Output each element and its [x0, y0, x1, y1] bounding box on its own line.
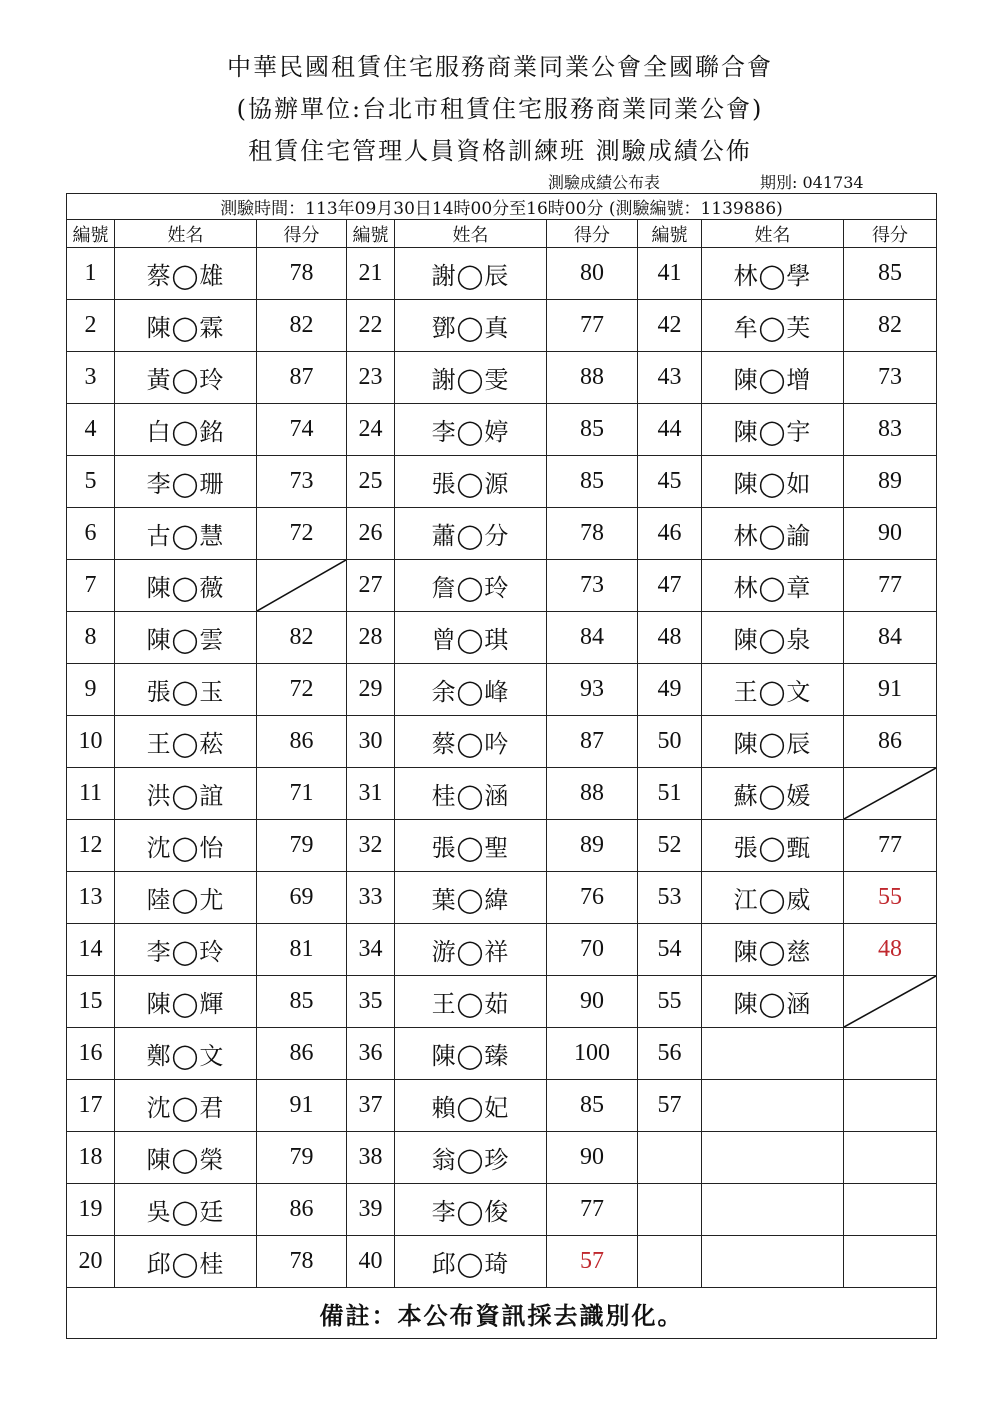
student-name: 謝◯雯 [395, 352, 547, 404]
table-row [67, 1132, 937, 1184]
student-score: 82 [257, 300, 347, 352]
student-number: 34 [347, 924, 395, 976]
student-score: 82 [257, 612, 347, 664]
student-score: 90 [844, 508, 937, 560]
student-name: 沈◯怡 [115, 820, 257, 872]
student-name: 游◯祥 [395, 924, 547, 976]
student-name: 鄧◯真 [395, 300, 547, 352]
student-name: 洪◯誼 [115, 768, 257, 820]
student-score: 74 [257, 404, 347, 456]
column-header-name: 姓名 [702, 220, 844, 248]
student-score: 87 [257, 352, 347, 404]
column-header-number: 編號 [638, 220, 702, 248]
exam-time-row [67, 194, 937, 220]
student-score: 85 [257, 976, 347, 1028]
student-number: 53 [638, 872, 702, 924]
student-score: 84 [547, 612, 638, 664]
remark-note: 備註：本公布資訊採去識別化。 [67, 1288, 937, 1339]
student-score [844, 1028, 937, 1080]
student-number: 49 [638, 664, 702, 716]
student-name: 李◯珊 [115, 456, 257, 508]
student-number: 13 [67, 872, 115, 924]
student-number: 11 [67, 768, 115, 820]
student-name: 蔡◯吟 [395, 716, 547, 768]
student-number: 44 [638, 404, 702, 456]
column-header-score: 得分 [547, 220, 638, 248]
student-number: 32 [347, 820, 395, 872]
student-number: 43 [638, 352, 702, 404]
student-score: 100 [547, 1028, 638, 1080]
student-number: 38 [347, 1132, 395, 1184]
student-number: 19 [67, 1184, 115, 1236]
student-number: 21 [347, 248, 395, 300]
student-score: 70 [547, 924, 638, 976]
student-number: 48 [638, 612, 702, 664]
student-number: 1 [67, 248, 115, 300]
student-name: 古◯慧 [115, 508, 257, 560]
student-name: 邱◯琦 [395, 1236, 547, 1288]
student-number: 54 [638, 924, 702, 976]
student-number: 55 [638, 976, 702, 1028]
form-name: 測驗成績公布表 [548, 173, 661, 192]
student-name: 翁◯珍 [395, 1132, 547, 1184]
student-score: 77 [844, 560, 937, 612]
column-header-score: 得分 [844, 220, 937, 248]
student-name: 李◯俊 [395, 1184, 547, 1236]
student-number: 33 [347, 872, 395, 924]
student-score [844, 1236, 937, 1288]
student-name: 陳◯霖 [115, 300, 257, 352]
student-score: 55 [844, 872, 937, 924]
student-number: 42 [638, 300, 702, 352]
student-number: 35 [347, 976, 395, 1028]
student-number: 40 [347, 1236, 395, 1288]
student-name: 蕭◯分 [395, 508, 547, 560]
student-name: 張◯源 [395, 456, 547, 508]
student-score: 88 [547, 768, 638, 820]
student-name: 陳◯臻 [395, 1028, 547, 1080]
student-score: 78 [547, 508, 638, 560]
student-score: 73 [257, 456, 347, 508]
student-score: 89 [844, 456, 937, 508]
student-name: 陳◯雲 [115, 612, 257, 664]
student-name: 鄭◯文 [115, 1028, 257, 1080]
period-label: 期別: 041734 [760, 173, 864, 192]
table-row [67, 716, 937, 768]
student-name: 江◯威 [702, 872, 844, 924]
student-score: 79 [257, 1132, 347, 1184]
student-number: 36 [347, 1028, 395, 1080]
student-number: 14 [67, 924, 115, 976]
student-name: 黃◯玲 [115, 352, 257, 404]
student-number: 56 [638, 1028, 702, 1080]
student-score: 69 [257, 872, 347, 924]
student-score: 86 [257, 1184, 347, 1236]
student-number: 28 [347, 612, 395, 664]
student-number: 30 [347, 716, 395, 768]
student-number: 31 [347, 768, 395, 820]
student-name [702, 1236, 844, 1288]
student-name: 王◯茹 [395, 976, 547, 1028]
table-row [67, 976, 937, 1028]
student-name: 王◯菘 [115, 716, 257, 768]
student-score: 72 [257, 508, 347, 560]
student-number: 47 [638, 560, 702, 612]
table-row [67, 456, 937, 508]
student-name: 余◯峰 [395, 664, 547, 716]
student-name: 吳◯廷 [115, 1184, 257, 1236]
student-number: 18 [67, 1132, 115, 1184]
student-score: 88 [547, 352, 638, 404]
student-name: 謝◯辰 [395, 248, 547, 300]
student-number: 57 [638, 1080, 702, 1132]
student-score: 79 [257, 820, 347, 872]
student-name: 牟◯芙 [702, 300, 844, 352]
student-number: 46 [638, 508, 702, 560]
student-number: 50 [638, 716, 702, 768]
student-score: 86 [844, 716, 937, 768]
student-score: 48 [844, 924, 937, 976]
student-number: 4 [67, 404, 115, 456]
table-row [67, 300, 937, 352]
student-number: 3 [67, 352, 115, 404]
student-name [702, 1080, 844, 1132]
student-name: 葉◯緯 [395, 872, 547, 924]
student-number: 23 [347, 352, 395, 404]
header-row [67, 220, 937, 248]
student-number: 22 [347, 300, 395, 352]
student-name: 林◯諭 [702, 508, 844, 560]
student-score: 83 [844, 404, 937, 456]
student-score: 72 [257, 664, 347, 716]
student-score: 85 [844, 248, 937, 300]
student-score: 85 [547, 456, 638, 508]
table-row [67, 1236, 937, 1288]
student-number: 7 [67, 560, 115, 612]
exam-time: 測驗時間：113年09月30日14時00分至16時00分 (測驗編號：1139886) [67, 194, 937, 220]
student-name: 林◯學 [702, 248, 844, 300]
student-score: 73 [844, 352, 937, 404]
student-score: 81 [257, 924, 347, 976]
student-name: 林◯章 [702, 560, 844, 612]
student-score: 57 [547, 1236, 638, 1288]
student-name: 陳◯榮 [115, 1132, 257, 1184]
organizer-line: (協辦單位:台北市租賃住宅服務商業同業公會) [236, 95, 764, 123]
student-score: 77 [844, 820, 937, 872]
student-name: 陳◯辰 [702, 716, 844, 768]
student-number: 39 [347, 1184, 395, 1236]
student-name: 桂◯涵 [395, 768, 547, 820]
table-row [67, 612, 937, 664]
score-table [66, 193, 937, 1339]
table-row [67, 768, 937, 820]
column-header-score: 得分 [257, 220, 347, 248]
table-row [67, 560, 937, 612]
absent-slash-cell [844, 768, 937, 820]
student-number: 27 [347, 560, 395, 612]
absent-slash-cell [257, 560, 347, 612]
student-score: 91 [257, 1080, 347, 1132]
student-name: 陳◯如 [702, 456, 844, 508]
column-header-name: 姓名 [115, 220, 257, 248]
student-name: 白◯銘 [115, 404, 257, 456]
table-row [67, 508, 937, 560]
student-name: 沈◯君 [115, 1080, 257, 1132]
student-number: 24 [347, 404, 395, 456]
student-name: 陳◯泉 [702, 612, 844, 664]
student-score: 90 [547, 1132, 638, 1184]
student-number: 20 [67, 1236, 115, 1288]
student-number: 26 [347, 508, 395, 560]
student-name: 張◯聖 [395, 820, 547, 872]
student-name: 李◯玲 [115, 924, 257, 976]
column-header-number: 編號 [347, 220, 395, 248]
column-header-name: 姓名 [395, 220, 547, 248]
table-row [67, 664, 937, 716]
student-score [844, 1132, 937, 1184]
student-number: 5 [67, 456, 115, 508]
student-name: 李◯婷 [395, 404, 547, 456]
table-row [67, 1080, 937, 1132]
student-number: 10 [67, 716, 115, 768]
student-score: 82 [844, 300, 937, 352]
student-name: 賴◯妃 [395, 1080, 547, 1132]
student-number: 12 [67, 820, 115, 872]
student-name: 陳◯薇 [115, 560, 257, 612]
student-score: 71 [257, 768, 347, 820]
student-name [702, 1028, 844, 1080]
diagonal-slash-icon [257, 560, 346, 611]
student-score: 93 [547, 664, 638, 716]
student-name: 詹◯玲 [395, 560, 547, 612]
student-score: 76 [547, 872, 638, 924]
student-score: 78 [257, 248, 347, 300]
student-number: 6 [67, 508, 115, 560]
table-row [67, 872, 937, 924]
remark-row [67, 1288, 937, 1339]
student-score: 86 [257, 1028, 347, 1080]
table-row [67, 1028, 937, 1080]
student-name: 王◯文 [702, 664, 844, 716]
student-number [638, 1236, 702, 1288]
student-score [844, 1080, 937, 1132]
student-score: 77 [547, 300, 638, 352]
student-number: 16 [67, 1028, 115, 1080]
student-score: 80 [547, 248, 638, 300]
student-name: 陳◯增 [702, 352, 844, 404]
student-name: 陳◯輝 [115, 976, 257, 1028]
student-number: 9 [67, 664, 115, 716]
student-name: 邱◯桂 [115, 1236, 257, 1288]
table-row [67, 1184, 937, 1236]
student-score: 85 [547, 1080, 638, 1132]
diagonal-slash-icon [844, 768, 936, 819]
student-name [702, 1184, 844, 1236]
student-number [638, 1132, 702, 1184]
document-subtitle: 租賃住宅管理人員資格訓練班 測驗成績公佈 [248, 137, 752, 165]
student-score: 91 [844, 664, 937, 716]
student-score: 78 [257, 1236, 347, 1288]
student-number: 29 [347, 664, 395, 716]
student-score: 89 [547, 820, 638, 872]
table-row [67, 352, 937, 404]
absent-slash-cell [844, 976, 937, 1028]
student-score: 77 [547, 1184, 638, 1236]
student-number [638, 1184, 702, 1236]
table-row [67, 248, 937, 300]
student-name: 陸◯尤 [115, 872, 257, 924]
student-name: 曾◯琪 [395, 612, 547, 664]
student-number: 45 [638, 456, 702, 508]
student-score: 84 [844, 612, 937, 664]
student-number: 25 [347, 456, 395, 508]
student-score: 73 [547, 560, 638, 612]
student-number: 8 [67, 612, 115, 664]
student-score [844, 1184, 937, 1236]
student-number: 51 [638, 768, 702, 820]
student-score: 90 [547, 976, 638, 1028]
student-name: 陳◯涵 [702, 976, 844, 1028]
student-name: 陳◯慈 [702, 924, 844, 976]
student-name: 張◯玉 [115, 664, 257, 716]
student-name [702, 1132, 844, 1184]
table-row [67, 924, 937, 976]
student-score: 86 [257, 716, 347, 768]
table-row [67, 820, 937, 872]
student-number: 52 [638, 820, 702, 872]
student-name: 張◯甄 [702, 820, 844, 872]
document-title: 中華民國租賃住宅服務商業同業公會全國聯合會 [227, 53, 773, 81]
table-row [67, 404, 937, 456]
student-number: 15 [67, 976, 115, 1028]
column-header-number: 編號 [67, 220, 115, 248]
student-score: 87 [547, 716, 638, 768]
student-name: 陳◯宇 [702, 404, 844, 456]
student-number: 2 [67, 300, 115, 352]
student-number: 37 [347, 1080, 395, 1132]
student-number: 17 [67, 1080, 115, 1132]
student-name: 蘇◯媛 [702, 768, 844, 820]
student-number: 41 [638, 248, 702, 300]
student-name: 蔡◯雄 [115, 248, 257, 300]
diagonal-slash-icon [844, 976, 936, 1027]
student-score: 85 [547, 404, 638, 456]
